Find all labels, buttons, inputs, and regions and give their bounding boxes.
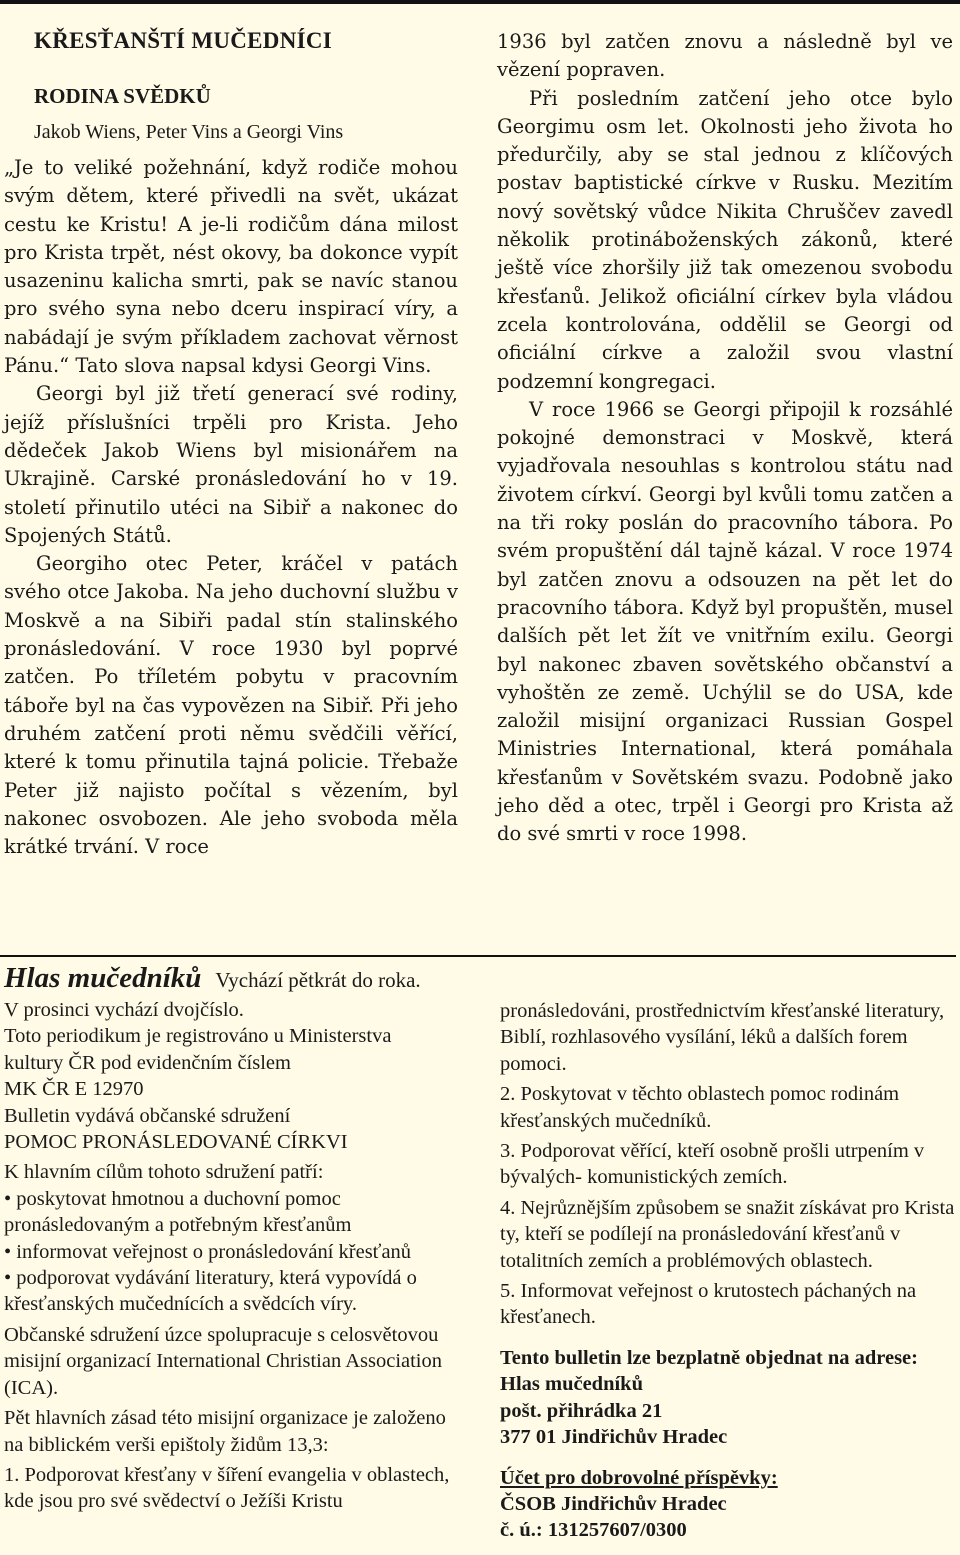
principle-item: 2. Poskytovat v těchto oblastech pomoc rodinám křesťanských mučedníků.	[500, 1083, 900, 1132]
article-left-column	[4, 28, 458, 861]
article-paragraph-1: „Je to veliké požehnání, když rodiče mohou svým dětem, které přivedli na svět, ukázat cestu ke Kristu! A je-li rodičům dána milost pro Krista trpět, nést okovy, ba dokonce vypít usazeninu kalicha smrti, pak se navíc stanou pro svého syna nebo dceru inspirací víry, a nabádají je svým příkladem zachovat věrnost Pánu.“ Tato slova napsal kdysi Georgi Vins.	[4, 156, 458, 378]
masthead-line: kultury ČR pod evidenčním číslem	[4, 1051, 291, 1074]
address-line: Hlas mučedníků	[500, 1373, 643, 1396]
masthead-line: Bulletin vydává občanské sdružení	[4, 1104, 291, 1127]
donation-heading: Účet pro dobrovolné příspěvky:	[500, 1466, 778, 1489]
donation-block	[500, 1465, 956, 1544]
ica-paragraph: Občanské sdružení úzce spolupracuje s celosvětovou misijní organizací International Christian Association (ICA).	[4, 1323, 443, 1399]
address-line: 377 01 Jindřichův Hradec	[500, 1426, 728, 1449]
goals-intro: K hlavním cílům tohoto sdružení patří:	[4, 1161, 324, 1184]
principle-item: 5. Informovat veřejnost o krutostech páchaných na křesťanech.	[500, 1280, 917, 1329]
goal-item: • podporovat vydávání literatury, která vypovídá o křesťanských mučednících a svědcích víry.	[4, 1267, 417, 1316]
principles-right-column	[500, 998, 956, 1548]
goal-item: • poskytovat hmotnou a duchovní pomoc pronásledovaným a potřebným křesťanům	[4, 1187, 352, 1237]
order-block	[500, 1345, 956, 1451]
article-paragraph-3: Georgiho otec Peter, kráčel v patách svého otce Jakoba. Na jeho duchovní službu v Moskvě a na Sibiři padal stín stalinského pronásledování. V roce 1930 byl poprvé zatčen. Po tříletém pobytu v pracovním táboře byl na čas vypovězen na Sibiř. Při jeho druhém zatčení proti němu svědčili věřící, které k tomu přinutila tajná policie. Třebaže Peter již najisto počítal s vězením, byl nakonec osvobozen. Ale jeho svoboda měla krátké trvání. V roce	[4, 552, 458, 859]
goal-item: • informovat veřejnost o pronásledování křesťanů	[4, 1240, 412, 1263]
masthead-left-column	[4, 962, 460, 1519]
bank-name: ČSOB Jindřichův Hradec	[500, 1492, 727, 1515]
article-heading: KŘESŤANŠTÍ MUČEDNÍCI	[34, 28, 333, 53]
article-subheading: RODINA SVĚDKŮ	[34, 84, 211, 108]
article-right-column	[497, 28, 953, 849]
goals-block	[4, 1159, 460, 1317]
masthead-line: POMOC PRONÁSLEDOVANÉ CÍRKVI	[4, 1131, 348, 1154]
article-paragraph-2: Georgi byl již třetí generací své rodiny, jejíž příslušníci trpěli pro Krista. Jeho dědeček Jakob Wiens byl misionářem na Ukrajině. Carské pronásledování ho v 19. století přinutilo utéci na Sibiř a nakonec do Spojených Států.	[4, 382, 458, 547]
top-rule	[0, 0, 960, 4]
article-names: Jakob Wiens, Peter Vins a Georgi Vins	[34, 121, 344, 143]
order-heading: Tento bulletin lze bezplatně objednat na adrese:	[500, 1346, 918, 1369]
account-number: č. ú.: 131257607/0300	[500, 1519, 687, 1542]
masthead-line: V prosinci vychází dvojčíslo.	[4, 999, 244, 1021]
registration-block	[4, 997, 460, 1155]
masthead	[4, 962, 460, 995]
masthead-line: MK ČR E 12970	[4, 1078, 144, 1101]
principles-intro: Pět hlavních zásad této misijní organizace je založeno na biblickém verši epištoly židům 13,3:	[4, 1407, 446, 1456]
article-paragraph-4: 1936 byl zatčen znovu a následně byl ve vězení popraven.	[497, 30, 953, 82]
principle-item: 4. Nejrůznějším způsobem se snažit získávat pro Krista ty, kteří se podílejí na pronásledování křesťanů v totalitních zemích a problémových oblastech.	[500, 1196, 955, 1272]
principle-1-end: pronásledováni, prostřednictvím křesťanské literatury, Biblí, rozhlasového vysílání, léků a dalších forem pomoci.	[500, 1000, 945, 1075]
address-line: pošt. přihrádka 21	[500, 1399, 663, 1422]
principle-item: 3. Podporovat věřící, kteří osobně prošli utrpením v bývalých- komunistických zemích.	[500, 1140, 925, 1189]
masthead-subtitle: Vychází pětkrát do roka.	[215, 968, 421, 992]
principle-1-start: 1. Podporovat křesťany v šíření evangelia v oblastech, kde jsou pro své svědectví o Ježíši Kristu	[4, 1463, 450, 1513]
article-paragraph-5: Při posledním zatčení jeho otce bylo Georgimu osm let. Okolnosti jeho života ho předurčily, aby se stal jednou z klíčových postav baptistické církve v Rusku. Mezitím nový sovětský vůdce Nikita Chruščev zavedl několik protináboženských zákonů, které ještě více zhoršily již tak omezenou svobodu křesťanů. Jelikož oficiální církev byla vládou zcela kontrolována, oddělil se Georgi od oficiální církve a založil svou vlastní podzemní kongregaci.	[497, 86, 953, 393]
masthead-title: Hlas mučedníků	[4, 962, 202, 994]
article-paragraph-6: V roce 1966 se Georgi připojil k rozsáhlé pokojné demonstraci v Moskvě, která vyjadřovala nesouhlas s kontrolou státu nad životem církví. Georgi byl kvůli tomu zatčen a na tři roky poslán do pracovního tábora. Po svém propuštění dál tajně kázal. V roce 1974 byl zatčen znovu a odsouzen na pět let do pracovního tábora. Když byl propuštěn, musel dalších pět let žít ve vnitřním exilu. Georgi byl nakonec zbaven sovětského občanství a vyhoštěn ze země. Uchýlil se do USA, kde založil misijní organizaci Russian Gospel Ministries International, která pomáhala křesťanům v Sovětském svazu. Podobně jako jeho děd a otec, trpěl i Georgi pro Krista až do své smrti v roce 1998.	[497, 397, 953, 846]
section-divider	[0, 955, 956, 957]
masthead-line: Toto periodikum je registrováno u Ministerstva	[4, 1025, 392, 1048]
